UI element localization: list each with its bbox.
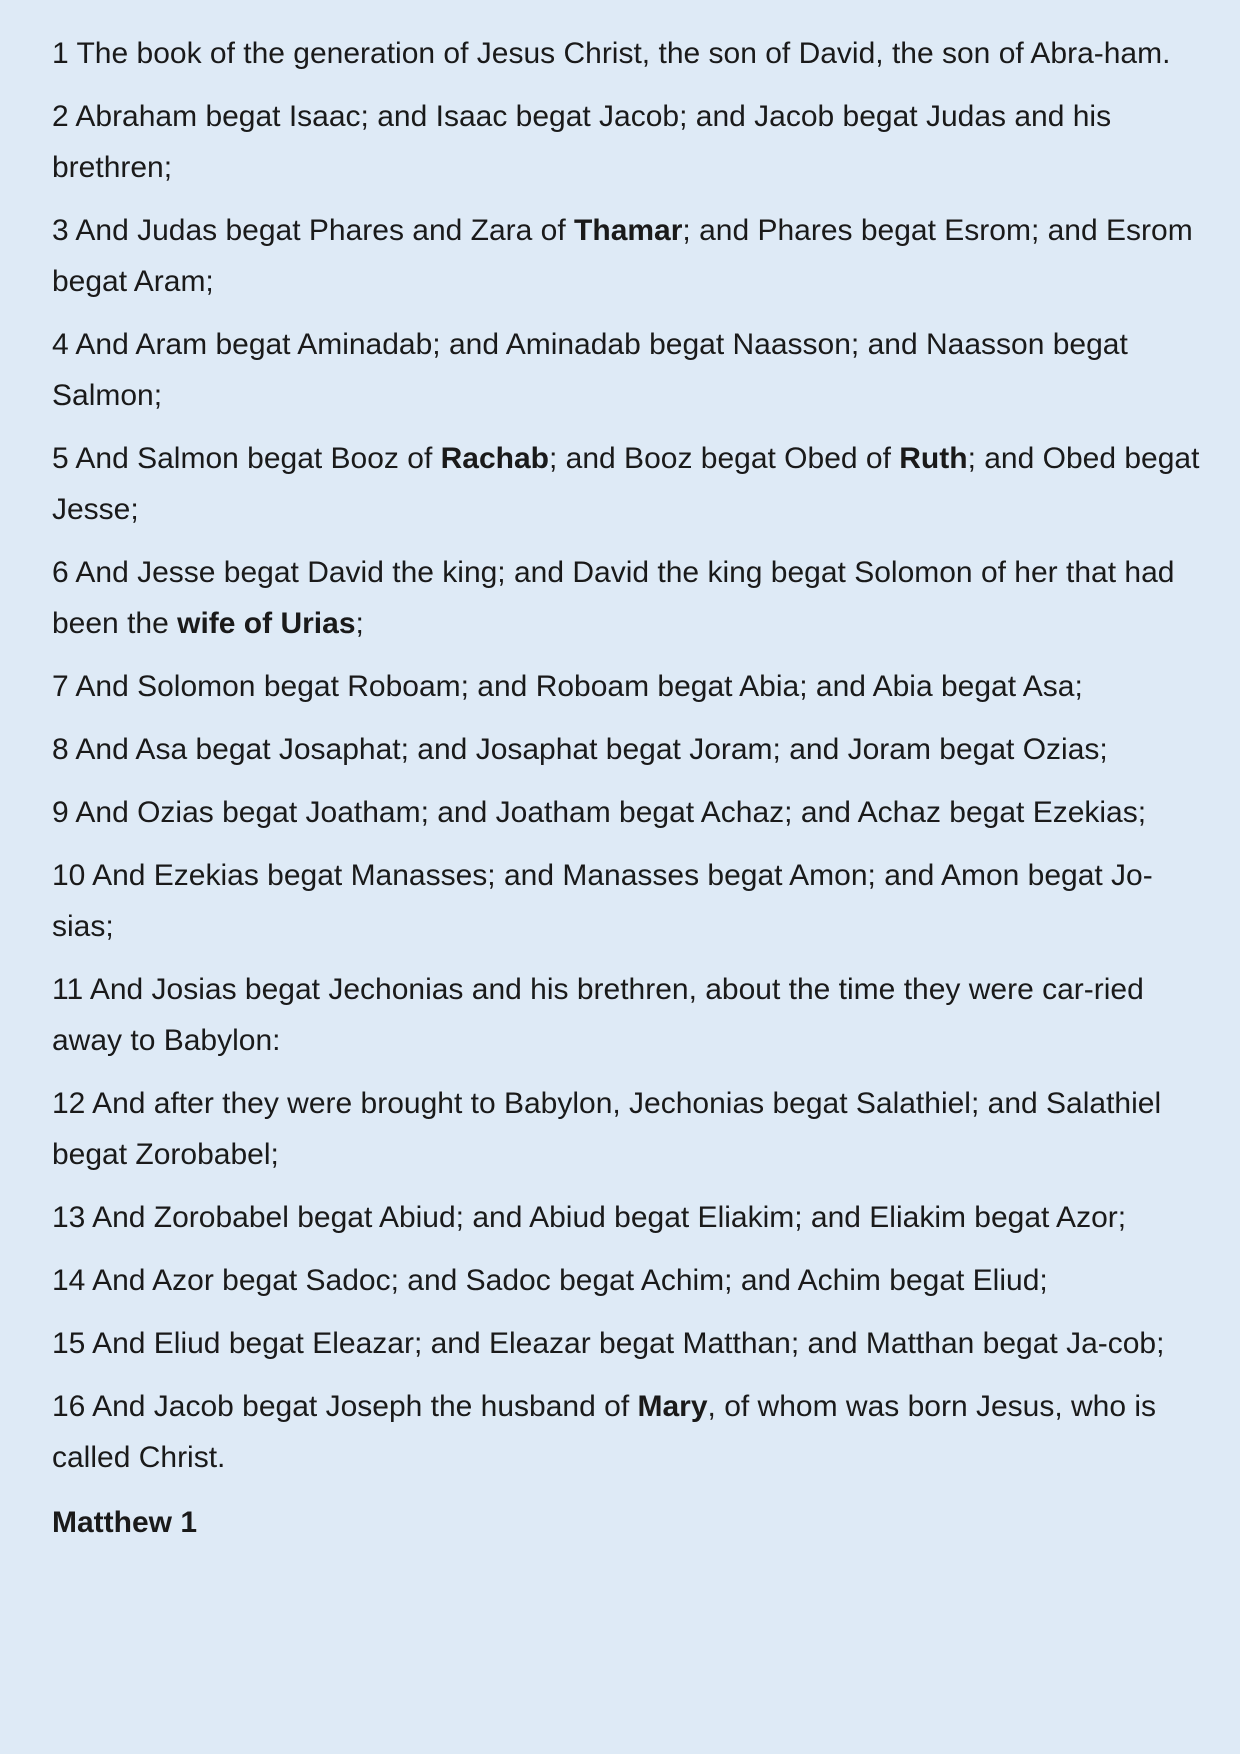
verse-number: 15 — [52, 1327, 86, 1360]
verse-text: Abraham begat Isaac; and Isaac begat Jacob; and Jacob begat Judas and his brethren; — [52, 100, 1112, 184]
verse-number: 11 — [52, 973, 84, 1006]
verse-number: 6 — [52, 556, 69, 589]
verse-text: ; and Booz begat Obed of — [549, 442, 900, 475]
emphasized-name: wife of Urias — [177, 607, 356, 640]
verse-text: And Aram begat Aminadab; and Aminadab begat Naasson; and Naasson begat Salmon; — [52, 328, 1128, 412]
verse-number: 5 — [52, 442, 69, 475]
verse-text: And Jacob begat Joseph the husband of — [92, 1390, 638, 1423]
verse-2 — [52, 91, 1210, 193]
verse-number: 14 — [52, 1264, 86, 1297]
verse-number: 16 — [52, 1390, 86, 1423]
verse-number: 7 — [52, 670, 69, 703]
verse-14 — [52, 1255, 1210, 1306]
verse-4 — [52, 319, 1210, 421]
verse-16 — [52, 1381, 1210, 1483]
verse-12 — [52, 1078, 1210, 1180]
verse-5 — [52, 433, 1210, 535]
verse-number: 13 — [52, 1201, 86, 1234]
verse-text: And Salmon begat Booz of — [75, 442, 441, 475]
verse-number: 10 — [52, 859, 86, 892]
verse-text: ; and Obed begat Jesse; — [52, 442, 1200, 526]
verse-3 — [52, 205, 1210, 307]
chapter-reference: Matthew 1 — [52, 1506, 198, 1539]
verse-number: 2 — [52, 100, 69, 133]
verse-text: And Azor begat Sadoc; and Sadoc begat Achim; and Achim begat Eliud; — [92, 1264, 1048, 1297]
verse-15 — [52, 1318, 1210, 1369]
emphasized-name: Thamar — [574, 214, 683, 247]
verse-text: And Solomon begat Roboam; and Roboam begat Abia; and Abia begat Asa; — [75, 670, 1083, 703]
emphasized-name: Rachab — [440, 442, 549, 475]
verse-text: And Jesse begat David the king; and David the king begat Solomon of her that had been the — [52, 556, 1175, 640]
verse-8 — [52, 724, 1210, 775]
verse-1 — [52, 28, 1210, 79]
verse-text: The book of the generation of Jesus Christ, the son of David, the son of Abra-ham. — [76, 37, 1171, 70]
verse-text: And after they were brought to Babylon, Jechonias begat Salathiel; and Salathiel begat Zorobabel; — [52, 1087, 1162, 1171]
verse-text: And Ezekias begat Manasses; and Manasses begat Amon; and Amon begat Jo-sias; — [52, 859, 1153, 943]
verse-text: And Judas begat Phares and Zara of — [75, 214, 575, 247]
verse-text: And Asa begat Josaphat; and Josaphat begat Joram; and Joram begat Ozias; — [75, 733, 1108, 766]
verse-11 — [52, 964, 1210, 1066]
verse-number: 8 — [52, 733, 69, 766]
verse-9 — [52, 787, 1210, 838]
verse-6 — [52, 547, 1210, 649]
verse-13 — [52, 1192, 1210, 1243]
emphasized-name: Ruth — [899, 442, 968, 475]
verse-number: 3 — [52, 214, 69, 247]
verse-list — [52, 28, 1210, 1483]
verse-text: , of whom was born Jesus, who is called Christ. — [52, 1390, 1157, 1474]
verse-10 — [52, 850, 1210, 952]
verse-7 — [52, 661, 1210, 712]
verse-text: And Ozias begat Joatham; and Joatham begat Achaz; and Achaz begat Ezekias; — [75, 796, 1147, 829]
verse-text: And Zorobabel begat Abiud; and Abiud begat Eliakim; and Eliakim begat Azor; — [92, 1201, 1127, 1234]
verse-text: ; — [355, 607, 364, 640]
verse-text: ; and Phares begat Esrom; and Esrom begat Aram; — [52, 214, 1193, 298]
verse-number: 1 — [52, 37, 69, 70]
verse-number: 12 — [52, 1087, 86, 1120]
verse-text: And Eliud begat Eleazar; and Eleazar begat Matthan; and Matthan begat Ja-cob; — [92, 1327, 1165, 1360]
verse-number: 9 — [52, 796, 69, 829]
verse-number: 4 — [52, 328, 69, 361]
verse-text: And Josias begat Jechonias and his brethren, about the time they were car-ried away to Babylon: — [52, 973, 1144, 1057]
emphasized-name: Mary — [637, 1390, 708, 1423]
